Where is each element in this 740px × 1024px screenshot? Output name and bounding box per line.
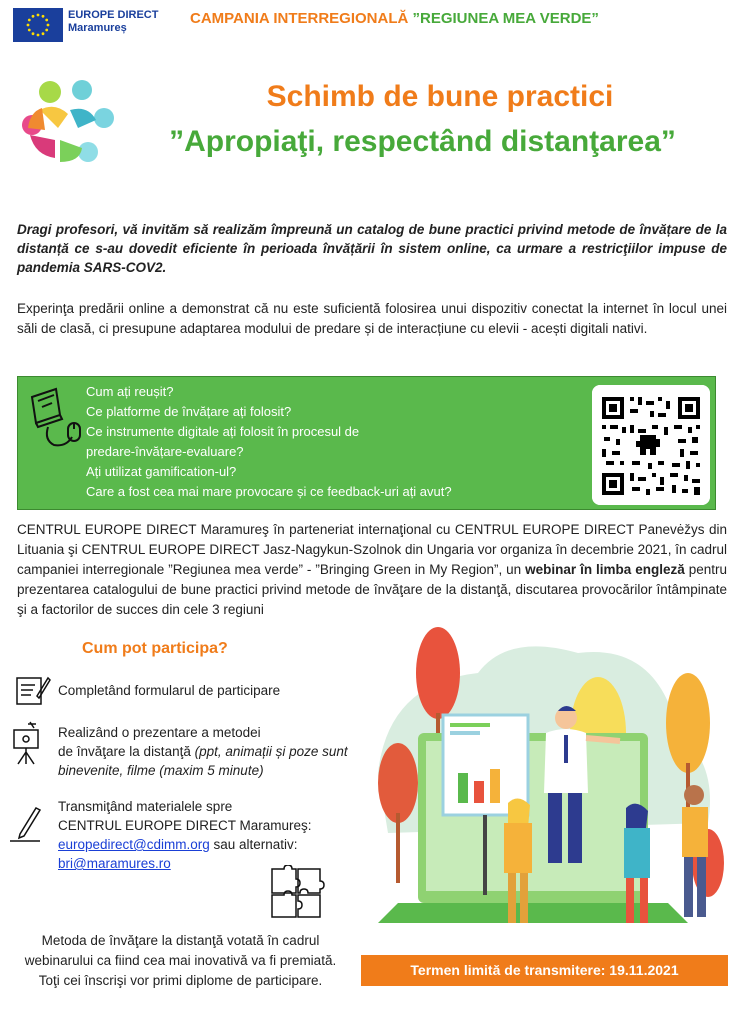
step-presentation <box>58 723 348 780</box>
webinar-highlight: webinar în limba engleză <box>525 562 685 577</box>
question-item: Ce platforme de învățare ați folosit? <box>86 404 292 419</box>
or-text: sau alternativ: <box>209 837 298 852</box>
page-subtitle: ”Apropiaţi, respectând distanţarea” <box>169 125 676 158</box>
experience-paragraph: Experinţa predării online a demonstrat că nu este suficientă folosirea unui dispozitiv conectat la internet în locul unei săli de clasă, ci presupune adaptarea modului de predare și de interacțiune cu elevii - acești digitali nativi. <box>17 301 727 336</box>
qr-code[interactable] <box>592 385 710 505</box>
how-to-participate-heading: Cum pot participa? <box>82 640 228 657</box>
questions-list <box>86 382 546 502</box>
campaign-name: ”REGIUNEA MEA VERDE” <box>412 10 599 27</box>
step-fill-form: Completând formularul de participare <box>58 683 281 698</box>
pencil-line-icon <box>8 804 42 844</box>
org-region: Maramureș <box>68 22 127 34</box>
europe-direct-label <box>68 9 158 35</box>
email-link-europedirect[interactable]: europedirect@cdimm.org <box>58 837 210 852</box>
header <box>0 0 740 50</box>
intro-paragraph: Dragi profesori, vă invităm să realizăm împreună un catalog de bune practici privind metode de învățare de la distanță ce s-au dovedit eficiente în perioada învățării în sistem online, ca urmare a restricţiilor impuse de pandemia SARS-COV2. <box>17 222 727 275</box>
question-item: predare-învățare-evaluare? <box>86 444 244 459</box>
question-item: Cum ați reușit? <box>86 384 174 399</box>
webinar-illustration <box>358 623 728 945</box>
centrul-text-end: pentru prezentarea catalogului de bune practici privind metode de învăţare de la distanţă, discutarea provocărilor întâmpinate şi a factorilor de succes din cele 3 regiuni <box>17 562 727 617</box>
presentation-board-icon <box>10 718 44 766</box>
book-mouse-icon <box>26 385 86 455</box>
questions-box <box>17 376 716 510</box>
eu-flag-icon <box>13 8 63 42</box>
form-pen-icon <box>15 674 51 706</box>
centrul-text: CENTRUL EUROPE DIRECT Maramureş în parteneriat internaţional cu CENTRUL EUROPE DIRECT Panevėžys din Lituania şi CENTRUL EUROPE DIRECT Jasz-Nagykun-Szolnok din Ungaria vor organiza în decembrie 2021, în cadrul campaniei interregionale ”Regiunea mea verde” - ”Bringing Green in My Region”, un <box>17 522 727 577</box>
closing-text <box>8 931 353 991</box>
step3-line1: Transmiţând materialele spre <box>58 799 233 814</box>
step2-note: (ppt, animații și poze sunt binevenite, filme (maxim 5 minute) <box>58 744 348 778</box>
question-item: Care a fost cea mai mare provocare și ce feedback-uri ați avut? <box>86 484 452 499</box>
campaign-prefix: CAMPANIA INTERREGIONALĂ <box>190 10 409 27</box>
page-title: Schimb de bune practici <box>266 80 614 113</box>
centrul-paragraph <box>17 520 727 620</box>
question-item: Ați utilizat gamification-ul? <box>86 464 237 479</box>
step3-line2: CENTRUL EUROPE DIRECT Maramureş: <box>58 818 312 833</box>
org-name: EUROPE DIRECT <box>68 9 159 21</box>
puzzle-icon <box>268 865 326 920</box>
deadline-banner: Termen limită de transmitere: 19.11.2021 <box>361 955 728 986</box>
step-send-materials <box>58 797 348 873</box>
closing-line1: Metoda de învăţare la distanţă votată în cadrul webinarului ca fiind cea mai inovativă va fi premiată. <box>24 933 337 968</box>
email-link-bri[interactable]: bri@maramures.ro <box>58 856 171 871</box>
question-item: Ce instrumente digitale ați folosit în procesul de <box>86 424 360 439</box>
step2-line1: Realizând o prezentare a metodei <box>58 725 261 740</box>
step2-line2: de învăţare la distanţă <box>58 744 191 759</box>
closing-line2: Toţi cei înscrişi vor primi diplome de participare. <box>38 973 323 988</box>
campaign-title <box>190 10 599 27</box>
